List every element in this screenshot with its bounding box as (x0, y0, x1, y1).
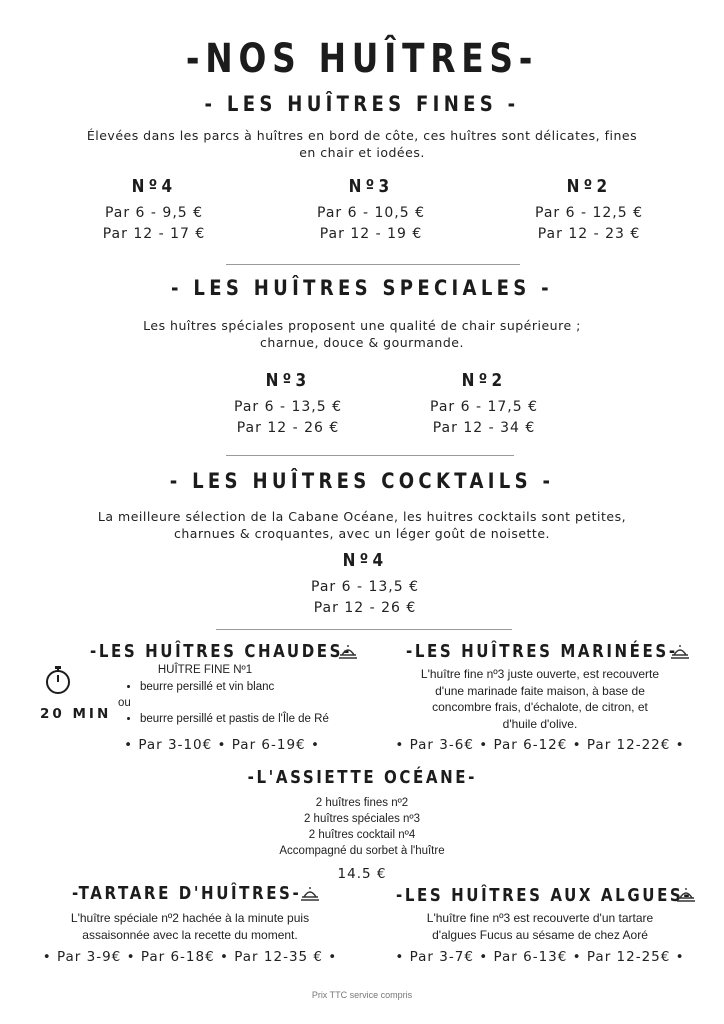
section-speciales-heading: - LES HUÎTRES SPECIALES - (171, 276, 553, 300)
speciales-item-n2-price-12: Par 12 - 34 € (432, 420, 536, 436)
assiette-line-3: 2 huîtres cocktail nº4 (308, 829, 416, 841)
dish-icon (338, 643, 358, 661)
algues-prices: • Par 3-7€ • Par 6-13€ • Par 12-25€ • (395, 949, 685, 965)
marinees-line-4: d'huile d'olive. (502, 716, 578, 731)
fines-item-n2 (509, 176, 669, 245)
marinees-line-3: concombre frais, d'échalote, de citron, et (432, 700, 648, 714)
speciales-description (0, 317, 724, 351)
chaudes-option-2: • beurre persillé et pastis de l'Île de Ré (140, 711, 378, 727)
assiette-description (0, 795, 724, 859)
tartare-heading-row (72, 884, 339, 904)
assiette-heading: -L'ASSIETTE OCÉANE- (247, 768, 477, 788)
stopwatch-icon (43, 664, 73, 696)
divider (226, 264, 520, 265)
divider (216, 629, 512, 630)
tartare-heading: -TARTARE D'HUÎTRES- (72, 884, 302, 904)
fines-item-n4 (74, 176, 234, 245)
speciales-item-n3-price-6: Par 6 - 13,5 € (234, 399, 342, 415)
footer-note: Prix TTC service compris (311, 990, 413, 1000)
chaudes-or: ou (118, 697, 131, 709)
fines-item-n2-name: Nº2 (566, 176, 612, 197)
fines-description-line-2: en chair et iodées. (299, 145, 425, 160)
chaudes-options (118, 679, 378, 727)
chaudes-prices: • Par 3-10€ • Par 6-19€ • (124, 737, 320, 753)
fines-item-n3-name: Nº3 (348, 176, 394, 197)
chaudes-subtitle: HUÎTRE FINE Nº1 (157, 664, 253, 676)
speciales-item-n2 (404, 370, 564, 439)
fines-item-n4-price-12: Par 12 - 17 € (102, 226, 206, 242)
cocktails-description-line-2: charnues & croquantes, avec un léger goût de noisette. (174, 526, 550, 541)
cocktails-item-n4 (285, 550, 445, 619)
assiette-line-4: Accompagné du sorbet à l'huître (279, 845, 445, 857)
cocktails-item-n4-price-6: Par 6 - 13,5 € (311, 579, 419, 595)
section-fines-heading: - LES HUÎTRES FINES - (204, 92, 520, 116)
speciales-item-n3-price-12: Par 12 - 26 € (236, 420, 340, 436)
marinees-line-2: d'une marinade faite maison, à base de (435, 683, 645, 698)
assiette-heading-row (0, 768, 724, 788)
fines-item-n3-price-6: Par 6 - 10,5 € (317, 205, 425, 221)
cocktails-description (0, 508, 724, 542)
chaudes-time: 20 MIN (40, 706, 112, 722)
speciales-item-n2-name: Nº2 (461, 370, 507, 391)
algues-line-1: L'huître fine nº3 est recouverte d'un tartare (426, 911, 654, 925)
tartare-prices: • Par 3-9€ • Par 6-18€ • Par 12-35 € • (42, 949, 338, 965)
cocktails-description-line-1: La meilleure sélection de la Cabane Océane, les huitres cocktails sont petites, (97, 509, 627, 524)
section-cocktails-heading: - LES HUÎTRES COCKTAILS - (169, 469, 555, 493)
speciales-item-n3-name: Nº3 (265, 370, 311, 391)
divider (226, 455, 514, 456)
algues-heading: -LES HUÎTRES AUX ALGUES- (396, 886, 693, 906)
chaudes-option-list-2 (118, 711, 378, 727)
fines-description-line-1: Élevées dans les parcs à huîtres en bord de côte, ces huîtres sont délicates, fines (86, 128, 638, 143)
chaudes-heading: -LES HUÎTRES CHAUDES- (90, 642, 352, 662)
marinees-prices: • Par 3-6€ • Par 6-12€ • Par 12-22€ • (395, 737, 685, 753)
tartare-line-2: assaisonnée avec la recette du moment. (82, 928, 298, 942)
cocktails-item-n4-name: Nº4 (342, 550, 388, 571)
marinees-description (380, 666, 700, 732)
speciales-description-line-1: Les huîtres spéciales proposent une qualité de chair supérieure ; (143, 318, 581, 333)
fines-item-n3-price-12: Par 12 - 19 € (319, 226, 423, 242)
dish-icon (676, 886, 696, 904)
assiette-line-1: 2 huîtres fines nº2 (315, 797, 409, 809)
algues-description (380, 910, 700, 944)
cocktails-item-n4-price-12: Par 12 - 26 € (313, 600, 417, 616)
fines-item-n4-name: Nº4 (131, 176, 177, 197)
fines-item-n3 (291, 176, 451, 245)
page-title: -NOS HUÎTRES- (185, 36, 539, 82)
assiette-line-2: 2 huîtres spéciales nº3 (303, 813, 421, 825)
dish-icon (300, 885, 320, 903)
speciales-item-n2-price-6: Par 6 - 17,5 € (430, 399, 538, 415)
tartare-description (30, 910, 350, 944)
speciales-item-n3 (208, 370, 368, 439)
fines-item-n2-price-6: Par 6 - 12,5 € (535, 205, 643, 221)
fines-item-n4-price-6: Par 6 - 9,5 € (104, 205, 204, 221)
fines-description (0, 127, 724, 161)
algues-heading-row (396, 886, 724, 906)
assiette-price: 14.5 € (337, 866, 387, 882)
fines-item-n2-price-12: Par 12 - 23 € (537, 226, 641, 242)
marinees-heading: -LES HUÎTRES MARINÉES- (406, 642, 678, 662)
dish-icon (670, 643, 690, 661)
algues-line-2: d'algues Fucus au sésame de chez Aoré (432, 928, 648, 942)
speciales-description-line-2: charnue, douce & gourmande. (260, 335, 464, 350)
chaudes-option-list-1 (118, 679, 378, 695)
chaudes-option-1: • beurre persillé et vin blanc (140, 679, 378, 695)
marinees-line-1: L'huître fine nº3 juste ouverte, est recouverte (420, 667, 660, 681)
tartare-line-1: L'huître spéciale nº2 hachée à la minute puis (70, 911, 310, 925)
